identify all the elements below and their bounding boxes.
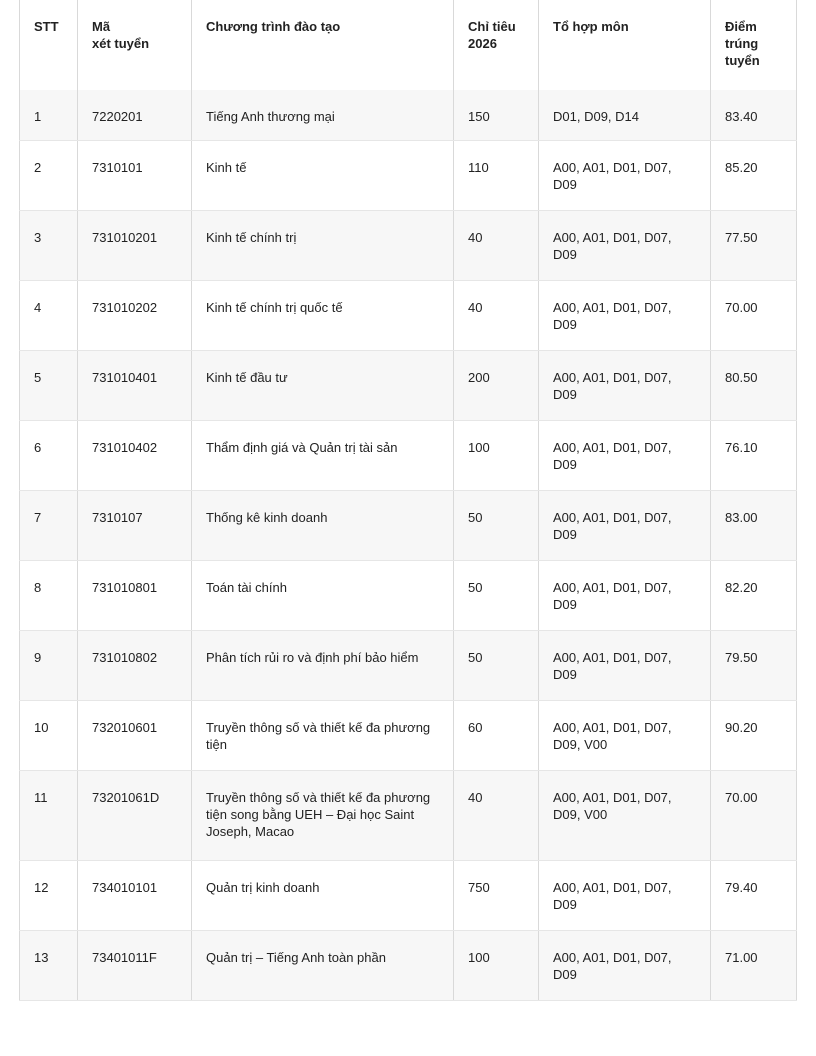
cell-stt: 9 <box>20 630 78 700</box>
cell-stt: 5 <box>20 350 78 420</box>
cell-quota: 40 <box>454 280 539 350</box>
cell-combos: A00, A01, D01, D07, D09, V00 <box>539 770 711 860</box>
cell-combos: A00, A01, D01, D07, D09 <box>539 930 711 1000</box>
cell-code: 731010801 <box>78 560 192 630</box>
cell-code: 73401011F <box>78 930 192 1000</box>
cell-combos: A00, A01, D01, D07, D09, V00 <box>539 700 711 770</box>
cell-combos: A00, A01, D01, D07, D09 <box>539 860 711 930</box>
cell-stt: 10 <box>20 700 78 770</box>
cell-code: 734010101 <box>78 860 192 930</box>
cell-score: 71.00 <box>711 930 797 1000</box>
cell-score: 80.50 <box>711 350 797 420</box>
cell-code: 73201061D <box>78 770 192 860</box>
header-stt: STT <box>20 0 78 90</box>
cell-quota: 40 <box>454 210 539 280</box>
table-body <box>20 90 797 1000</box>
cell-program: Kinh tế chính trị <box>192 210 454 280</box>
cell-program: Truyền thông số và thiết kế đa phương tiện song bằng UEH – Đại học Saint Joseph, Macao <box>192 770 454 860</box>
cell-score: 77.50 <box>711 210 797 280</box>
table-row <box>20 280 797 350</box>
cell-code: 731010202 <box>78 280 192 350</box>
cell-program: Thẩm định giá và Quản trị tài sản <box>192 420 454 490</box>
header-score: Điểm trúng tuyển <box>711 0 797 90</box>
cell-stt: 4 <box>20 280 78 350</box>
cell-combos: A00, A01, D01, D07, D09 <box>539 140 711 210</box>
cell-score: 70.00 <box>711 280 797 350</box>
cell-quota: 40 <box>454 770 539 860</box>
table-row <box>20 350 797 420</box>
cell-quota: 100 <box>454 930 539 1000</box>
cell-stt: 8 <box>20 560 78 630</box>
cell-stt: 6 <box>20 420 78 490</box>
cell-program: Toán tài chính <box>192 560 454 630</box>
cell-code: 731010402 <box>78 420 192 490</box>
cell-combos: A00, A01, D01, D07, D09 <box>539 210 711 280</box>
cell-score: 85.20 <box>711 140 797 210</box>
cell-quota: 100 <box>454 420 539 490</box>
admission-scores-table <box>19 0 797 1001</box>
cell-quota: 110 <box>454 140 539 210</box>
cell-quota: 200 <box>454 350 539 420</box>
table-row <box>20 930 797 1000</box>
header-program: Chương trình đào tạo <box>192 0 454 90</box>
cell-stt: 11 <box>20 770 78 860</box>
cell-score: 83.00 <box>711 490 797 560</box>
cell-program: Kinh tế đầu tư <box>192 350 454 420</box>
cell-stt: 1 <box>20 90 78 140</box>
cell-stt: 13 <box>20 930 78 1000</box>
cell-quota: 50 <box>454 490 539 560</box>
cell-score: 90.20 <box>711 700 797 770</box>
table-row <box>20 860 797 930</box>
cell-combos: A00, A01, D01, D07, D09 <box>539 280 711 350</box>
cell-score: 79.50 <box>711 630 797 700</box>
cell-program: Thống kê kinh doanh <box>192 490 454 560</box>
cell-combos: D01, D09, D14 <box>539 90 711 140</box>
cell-quota: 50 <box>454 560 539 630</box>
admission-table-container <box>19 0 796 1001</box>
cell-score: 83.40 <box>711 90 797 140</box>
table-row <box>20 560 797 630</box>
header-quota: Chỉ tiêu 2026 <box>454 0 539 90</box>
cell-program: Kinh tế <box>192 140 454 210</box>
cell-quota: 50 <box>454 630 539 700</box>
cell-score: 79.40 <box>711 860 797 930</box>
table-row <box>20 90 797 140</box>
cell-code: 7310101 <box>78 140 192 210</box>
cell-quota: 60 <box>454 700 539 770</box>
cell-stt: 2 <box>20 140 78 210</box>
cell-stt: 7 <box>20 490 78 560</box>
table-row <box>20 700 797 770</box>
table-row <box>20 210 797 280</box>
cell-program: Truyền thông số và thiết kế đa phương tiện <box>192 700 454 770</box>
cell-combos: A00, A01, D01, D07, D09 <box>539 630 711 700</box>
table-row <box>20 630 797 700</box>
cell-score: 70.00 <box>711 770 797 860</box>
table-row <box>20 770 797 860</box>
cell-program: Tiếng Anh thương mại <box>192 90 454 140</box>
cell-code: 731010201 <box>78 210 192 280</box>
table-row <box>20 140 797 210</box>
cell-code: 7220201 <box>78 90 192 140</box>
cell-program: Quản trị kinh doanh <box>192 860 454 930</box>
cell-score: 82.20 <box>711 560 797 630</box>
cell-program: Quản trị – Tiếng Anh toàn phần <box>192 930 454 1000</box>
cell-combos: A00, A01, D01, D07, D09 <box>539 490 711 560</box>
cell-code: 7310107 <box>78 490 192 560</box>
cell-code: 731010401 <box>78 350 192 420</box>
cell-combos: A00, A01, D01, D07, D09 <box>539 420 711 490</box>
table-row <box>20 420 797 490</box>
cell-program: Kinh tế chính trị quốc tế <box>192 280 454 350</box>
table-row <box>20 490 797 560</box>
cell-program: Phân tích rủi ro và định phí bảo hiểm <box>192 630 454 700</box>
cell-score: 76.10 <box>711 420 797 490</box>
cell-combos: A00, A01, D01, D07, D09 <box>539 560 711 630</box>
cell-code: 731010802 <box>78 630 192 700</box>
header-combos: Tổ hợp môn <box>539 0 711 90</box>
header-code: Mã xét tuyển <box>78 0 192 90</box>
cell-stt: 3 <box>20 210 78 280</box>
table-header-row <box>20 0 797 90</box>
cell-quota: 750 <box>454 860 539 930</box>
cell-combos: A00, A01, D01, D07, D09 <box>539 350 711 420</box>
cell-code: 732010601 <box>78 700 192 770</box>
cell-stt: 12 <box>20 860 78 930</box>
cell-quota: 150 <box>454 90 539 140</box>
